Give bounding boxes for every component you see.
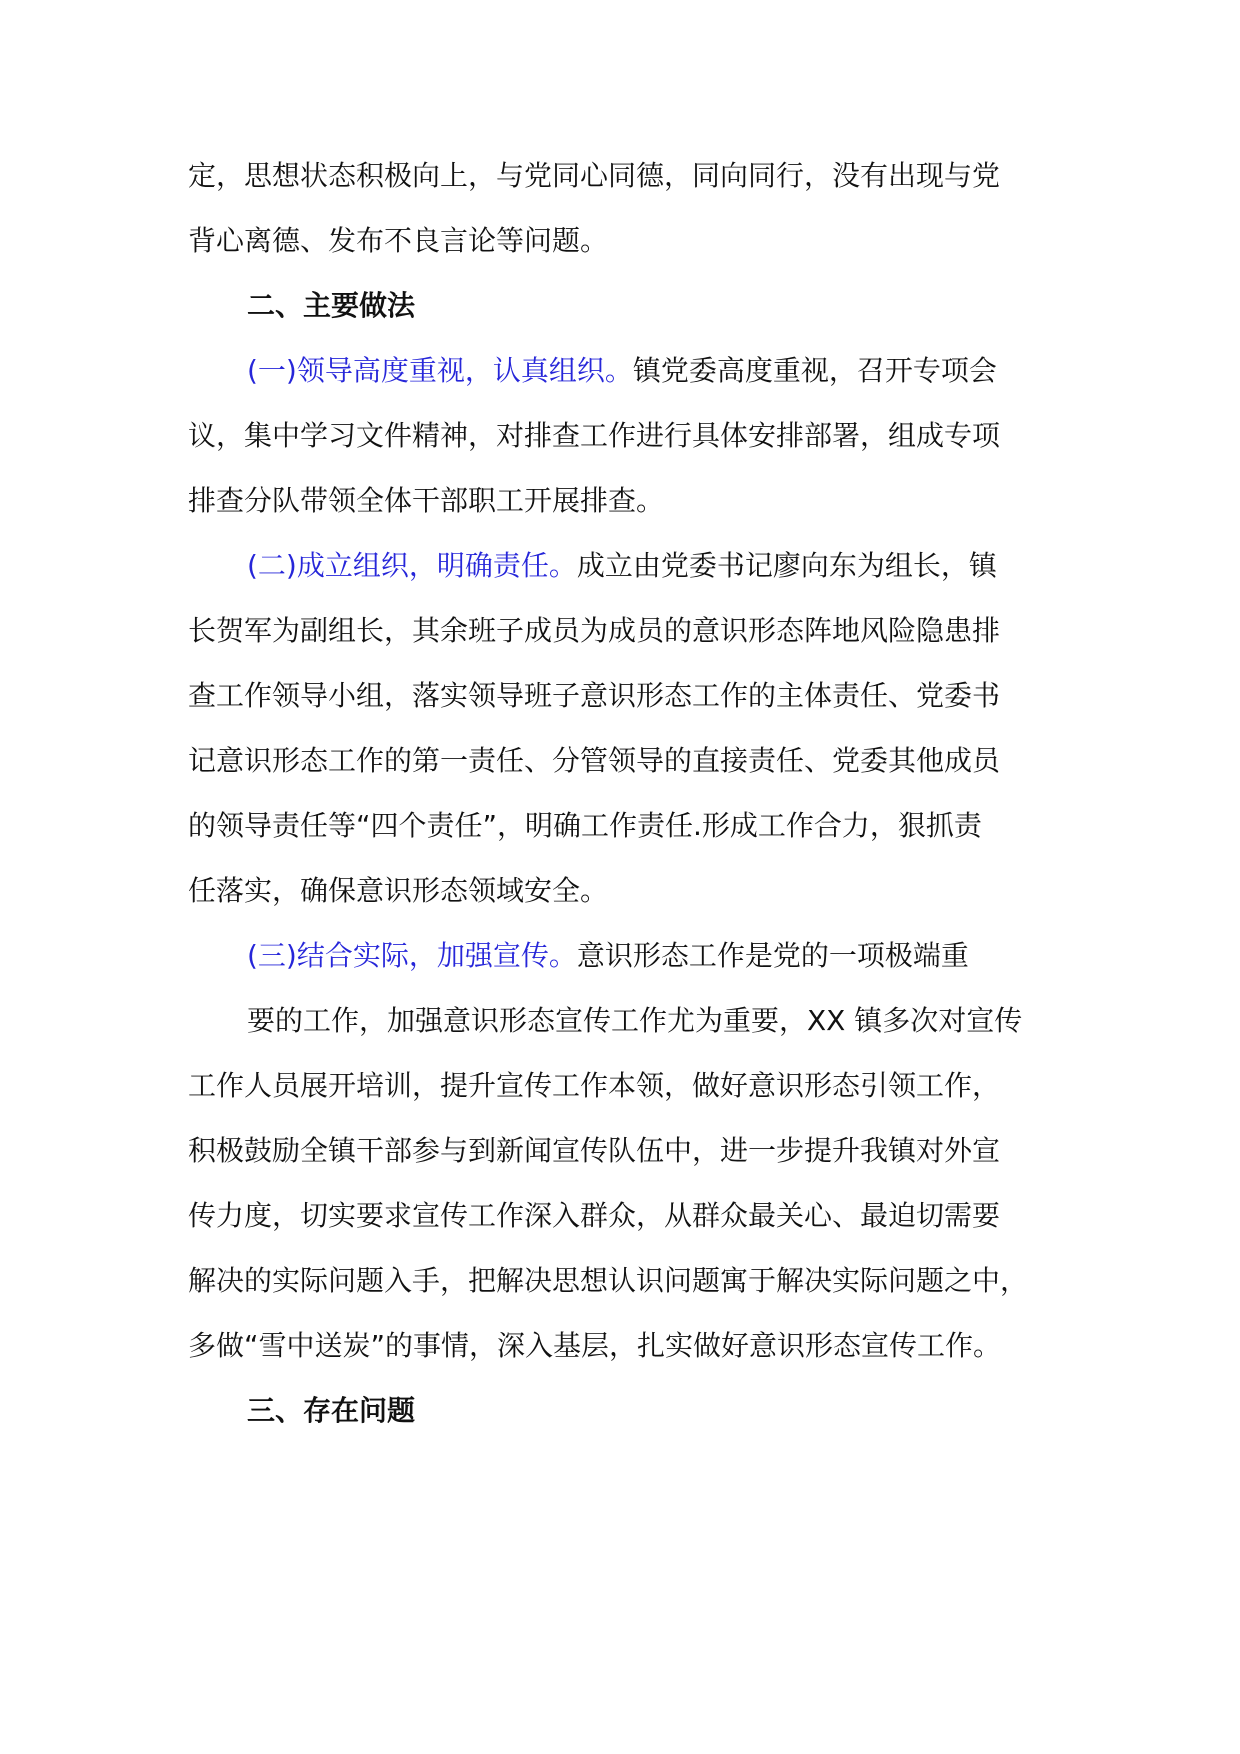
text-line: 背心离德、发布不良言论等问题。 [188,224,609,257]
text-line [188,923,1068,988]
text-line [188,338,1068,403]
text-line: 的领导责任等“四个责任”，明确工作责任.形成工作合力，狠抓责 [188,809,982,842]
paragraph-leadership [188,338,1068,533]
text-line: 议，集中学习文件精神，对排查工作进行具体安排部署，组成专项 [188,419,1001,452]
subheading-organization: (二)成立组织，明确责任。 [247,549,577,582]
text-run: 意识形态工作是党的一项极端重 [576,939,969,972]
text-line: 解决的实际问题入手，把解决思想认识问题寓于解决实际问题之中， [188,1264,1029,1297]
text-line: 长贺军为副组长，其余班子成员为成员的意识形态阵地风险隐患排 [188,614,1001,647]
text-line: 传力度，切实要求宣传工作深入群众，从群众最关心、最迫切需要 [188,1199,1001,1232]
text-line: 定，思想状态积极向上，与党同心同德，同向同行，没有出现与党 [188,159,1001,192]
text-line: 积极鼓励全镇干部参与到新闻宣传队伍中，进一步提升我镇对外宣 [188,1134,1001,1167]
text-line: 记意识形态工作的第一责任、分管领导的直接责任、党委其他成员 [188,744,1001,777]
text-line: 排查分队带领全体干部职工开展排查。 [188,484,665,517]
text-run: 镇党委高度重视，召开专项会 [632,354,997,387]
text-line: 查工作领导小组，落实领导班子意识形态工作的主体责任、党委书 [188,679,1001,712]
text-line: 多做“雪中送炭”的事情，深入基层，扎实做好意识形态宣传工作。 [188,1329,1002,1362]
paragraph-publicity-body [188,988,1068,1378]
section-heading-existing-problems: 三、存在问题 [247,1394,416,1427]
paragraph-publicity-lead [188,923,1068,988]
text-line: 任落实，确保意识形态领域安全。 [188,874,609,907]
subheading-leadership: (一)领导高度重视，认真组织。 [247,354,633,387]
subheading-publicity: (三)结合实际，加强宣传。 [247,939,577,972]
text-line: 工作人员展开培训，提升宣传工作本领，做好意识形态引领工作， [188,1069,1001,1102]
paragraph-conclusion [188,143,1068,273]
text-line [188,533,1068,598]
text-line: 要的工作，加强意识形态宣传工作尤为重要，XX 镇多次对宣传 [247,1004,1023,1037]
text-run: 成立由党委书记廖向东为组长，镇 [576,549,997,582]
section-heading-main-practices: 二、主要做法 [247,289,416,322]
document-body [188,143,1068,1443]
paragraph-organization [188,533,1068,923]
